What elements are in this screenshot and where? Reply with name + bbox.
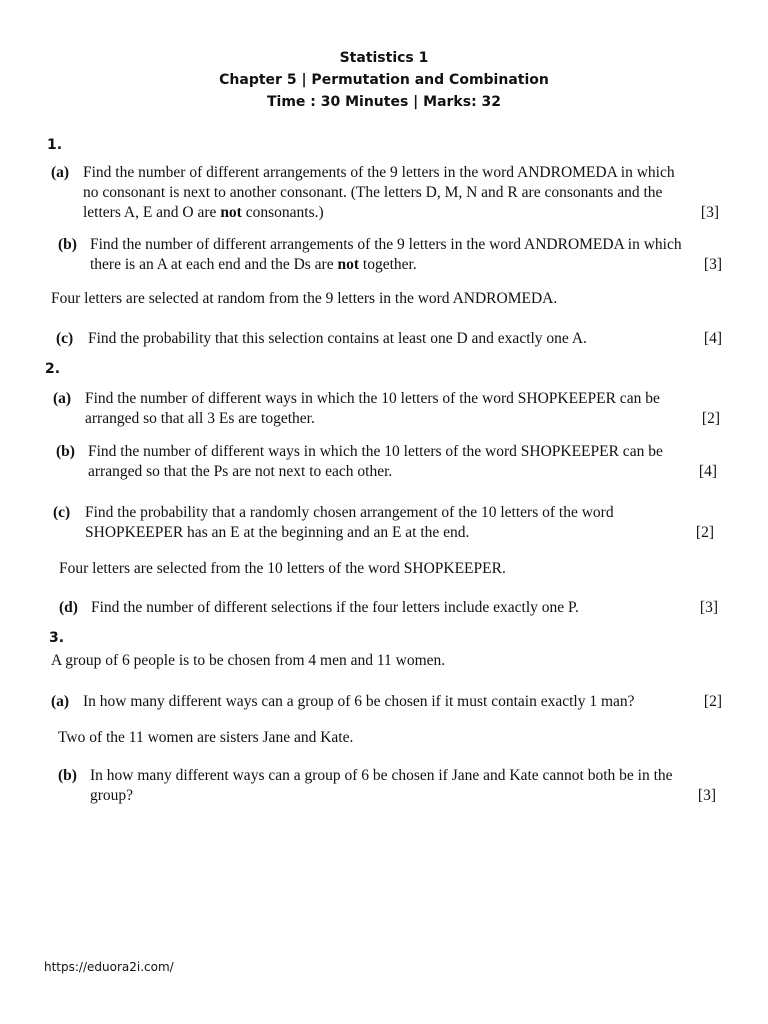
chapter-title: Chapter 5 | Permutation and Combination <box>219 72 549 88</box>
part-text-line-3: letters A, E and O are not consonants.) <box>83 204 324 221</box>
part-text-line-2: arranged so that the Ps are not next to each other. <box>88 463 393 480</box>
question-2-statement: Four letters are selected from the 10 letters of the word SHOPKEEPER. <box>59 560 506 577</box>
question-1-statement: Four letters are selected at random from the 9 letters in the word ANDROMEDA. <box>51 290 558 307</box>
question-1b <box>58 235 722 275</box>
emphasis-not: not <box>220 204 242 221</box>
part-text-line-2: group? <box>90 787 134 804</box>
question-2a <box>53 389 720 429</box>
question-1-number: 1. <box>47 137 63 153</box>
marks-label: [3] <box>697 787 716 804</box>
marks-label: [2] <box>695 524 714 541</box>
question-3-number: 3. <box>49 630 65 646</box>
time-marks-line: Time : 30 Minutes | Marks: 32 <box>266 94 502 110</box>
question-3-statement: A group of 6 people is to be chosen from 4 men and 11 women. <box>51 652 446 669</box>
question-3-statement-2: Two of the 11 women are sisters Jane and Kate. <box>58 729 354 746</box>
question-2c <box>53 503 714 543</box>
part-label: (b) <box>58 767 77 784</box>
part-text-line-2: no consonant is next to another consonant. (The letters D, M, N and R are consonants and the <box>83 184 663 201</box>
part-label: (a) <box>51 693 70 710</box>
footer-url: https://eduora2i.com/ <box>44 960 174 974</box>
question-1c <box>56 329 722 349</box>
part-text-line-1: Find the probability that this selection contains at least one D and exactly one A. <box>88 330 587 347</box>
question-1a <box>51 163 719 223</box>
part-label: (a) <box>51 164 70 181</box>
part-text-line-1: Find the number of different selections if the four letters include exactly one P. <box>91 599 579 616</box>
emphasis-not: not <box>337 256 360 273</box>
marks-label: [4] <box>698 463 717 480</box>
question-3a <box>51 692 722 712</box>
marks-label: [3] <box>703 256 722 273</box>
document-header <box>0 47 768 113</box>
part-text-line-1: Find the number of different ways in which the 10 letters of the word SHOPKEEPER can be <box>88 443 663 460</box>
part-text-line-1: In how many different ways can a group of 6 be chosen if Jane and Kate cannot both be in the <box>90 767 673 784</box>
part-label: (c) <box>53 504 71 521</box>
part-text-line-2: there is an A at each end and the Ds are not together. <box>90 256 417 273</box>
part-label: (d) <box>59 599 78 616</box>
part-text-line-1: Find the number of different arrangements of the 9 letters in the word ANDROMEDA in which <box>90 236 682 253</box>
part-text-line-2: arranged so that all 3 Es are together. <box>85 410 315 427</box>
part-label: (a) <box>53 390 72 407</box>
part-text-line-1: In how many different ways can a group of 6 be chosen if it must contain exactly 1 man? <box>83 693 635 710</box>
part-label: (b) <box>56 443 75 460</box>
marks-label: [3] <box>700 204 719 221</box>
marks-label: [3] <box>699 599 718 616</box>
marks-label: [2] <box>701 410 720 427</box>
subject-title: Statistics 1 <box>339 50 429 66</box>
marks-label: [4] <box>703 330 722 347</box>
question-2b <box>56 442 717 482</box>
question-2-number: 2. <box>45 361 61 377</box>
part-text-line-1: Find the number of different ways in which the 10 letters of the word SHOPKEEPER can be <box>85 390 660 407</box>
part-text-line-2: SHOPKEEPER has an E at the beginning and an E at the end. <box>85 524 470 541</box>
part-label: (c) <box>56 330 74 347</box>
question-3b <box>58 766 716 806</box>
marks-label: [2] <box>703 693 722 710</box>
question-2d <box>59 598 718 618</box>
part-text-line-1: Find the number of different arrangements of the 9 letters in the word ANDROMEDA in which <box>83 164 675 181</box>
part-label: (b) <box>58 236 77 253</box>
part-text-line-1: Find the probability that a randomly chosen arrangement of the 10 letters of the word <box>85 504 614 521</box>
